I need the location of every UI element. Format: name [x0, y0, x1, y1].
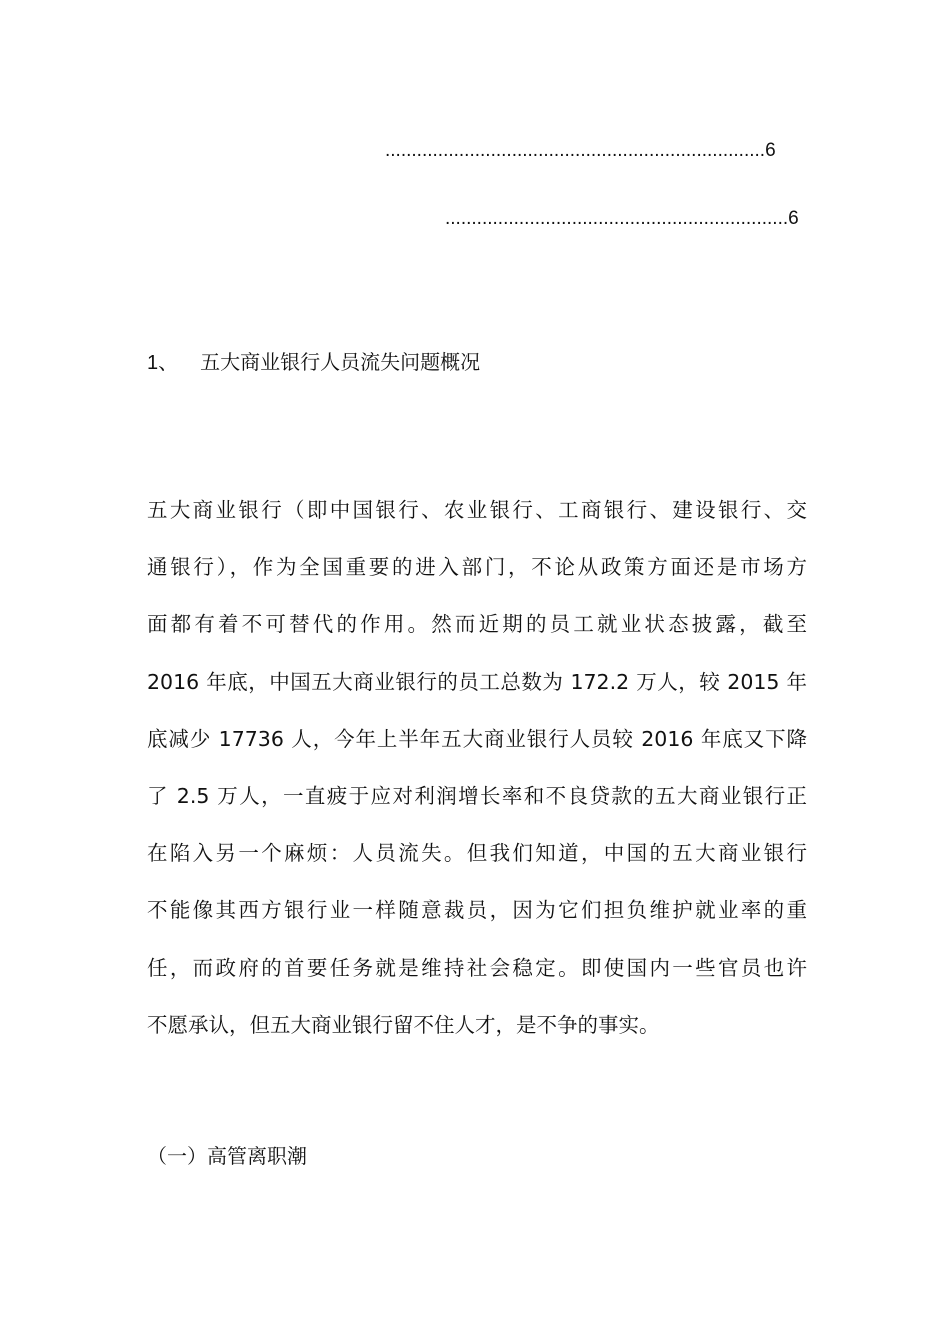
paragraph-line: 2016 年底，中国五大商业银行的员工总数为 172.2 万人，较 2015 年 — [147, 669, 807, 694]
paragraph-line: 在陷入另一个麻烦：人员流失。但我们知道，中国的五大商业银行 — [147, 841, 807, 866]
paragraph-line: 任，而政府的首要任务就是维持社会稳定。即使国内一些官员也许 — [147, 955, 807, 980]
toc-page-number: 6 — [788, 208, 799, 229]
section-number: 1、 — [147, 352, 179, 374]
toc-page-number: 6 — [765, 140, 776, 161]
paragraph-line: 五大商业银行（即中国银行、农业银行、工商银行、建设银行、交 — [147, 498, 807, 522]
paragraph-line: 底减少 17736 人，今年上半年五大商业银行人员较 2016 年底又下降 — [147, 726, 807, 751]
paragraph-line: 通银行），作为全国重要的进入部门，不论从政策方面还是市场方 — [147, 555, 807, 580]
toc-entry[interactable] — [445, 208, 799, 230]
toc-entry[interactable] — [385, 140, 776, 162]
toc-leader-dots: ................................................................. — [445, 208, 789, 229]
subsection-heading: （一）高管离职潮 — [147, 1144, 307, 1168]
section-title: 五大商业银行人员流失问题概况 — [200, 350, 481, 374]
paragraph-line: 面都有着不可替代的作用。然而近期的员工就业状态披露，截至 — [147, 612, 807, 637]
paragraph-line: 了 2.5 万人，一直疲于应对利润增长率和不良贷款的五大商业银行正 — [147, 783, 807, 808]
toc-leader-dots: ........................................................................ — [385, 140, 766, 161]
paragraph-line: 不能像其西方银行业一样随意裁员，因为它们担负维护就业率的重 — [147, 898, 807, 923]
body-paragraph — [147, 482, 807, 1054]
paragraph-line: 不愿承认，但五大商业银行留不住人才，是不争的事实。 — [147, 1012, 660, 1037]
section-heading — [147, 346, 480, 375]
